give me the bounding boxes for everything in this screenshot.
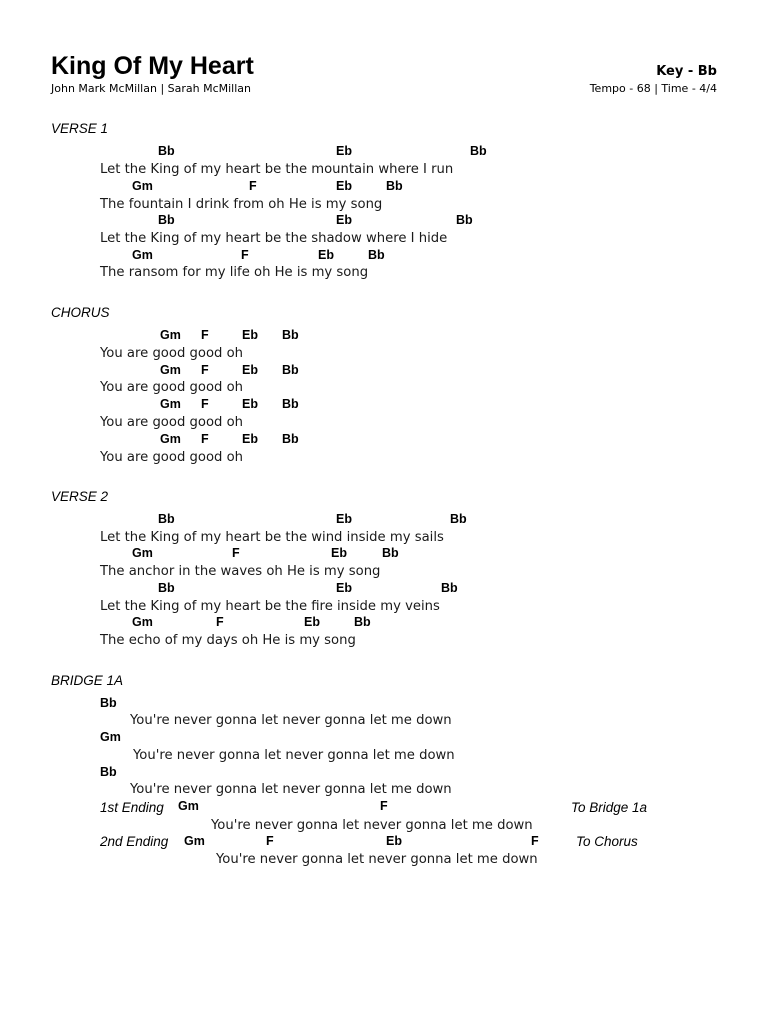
chord: Bb [368, 248, 385, 262]
repeat-direction: To Bridge 1a [571, 800, 648, 815]
chord: Bb [282, 328, 299, 342]
song-authors: John Mark McMillan | Sarah McMillan [51, 82, 252, 95]
chord: F [249, 179, 257, 193]
chord: Gm [132, 546, 153, 560]
chord: Eb [336, 581, 352, 595]
chord: Eb [242, 363, 258, 377]
lyric-line: You are good good oh [100, 450, 244, 465]
chord: Bb [386, 179, 403, 193]
chord: Eb [336, 179, 352, 193]
chord: Eb [318, 248, 334, 262]
chord: Bb [282, 397, 299, 411]
chord: Eb [336, 144, 352, 158]
chord: Gm [178, 799, 199, 813]
chord: Eb [336, 213, 352, 227]
lyric-line: The fountain I drink from oh He is my song [100, 197, 383, 212]
chord: Bb [158, 213, 175, 227]
chord: Bb [158, 512, 175, 526]
song-key: Key - Bb [656, 64, 717, 79]
chord: Bb [382, 546, 399, 560]
lyric-line: Let the King of my heart be the fire inside my veins [100, 599, 440, 614]
chord: Gm [132, 615, 153, 629]
chord: Bb [282, 363, 299, 377]
lyric-line: You're never gonna let never gonna let me down [216, 852, 538, 867]
song-tempo: Tempo - 68 | Time - 4/4 [589, 82, 717, 95]
chord: Gm [160, 363, 181, 377]
song-title: King Of My Heart [51, 52, 254, 80]
lyric-line: You are good good oh [100, 380, 244, 395]
lyric-line: Let the King of my heart be the mountain where I run [100, 162, 454, 177]
chord: Eb [242, 432, 258, 446]
chord: Bb [100, 696, 117, 710]
chord: Eb [242, 328, 258, 342]
lyric-line: You are good good oh [100, 415, 244, 430]
chord: F [266, 834, 274, 848]
lyric-line: The anchor in the waves oh He is my song [100, 564, 381, 579]
chord: Eb [304, 615, 320, 629]
chord: Gm [184, 834, 205, 848]
chord: Gm [132, 248, 153, 262]
lyric-line: The ransom for my life oh He is my song [100, 265, 369, 280]
chord: F [531, 834, 539, 848]
chord: F [241, 248, 249, 262]
lyric-line: You're never gonna let never gonna let me down [211, 818, 533, 833]
chord: Bb [158, 144, 175, 158]
chord: F [201, 397, 209, 411]
chord: Bb [470, 144, 487, 158]
chord: Bb [282, 432, 299, 446]
lyric-line: You're never gonna let never gonna let me down [130, 713, 452, 728]
chord: Eb [242, 397, 258, 411]
chord: F [380, 799, 388, 813]
chord: Bb [158, 581, 175, 595]
lyric-line: The echo of my days oh He is my song [100, 633, 356, 648]
section-label-chorus: CHORUS [51, 305, 110, 320]
section-label-verse-1: VERSE 1 [51, 121, 109, 136]
section-label-bridge-1a: BRIDGE 1A [51, 673, 124, 688]
section-label-verse-2: VERSE 2 [51, 489, 109, 504]
chord: Bb [100, 765, 117, 779]
lyric-line: You are good good oh [100, 346, 244, 361]
chord: Eb [336, 512, 352, 526]
chord: F [201, 432, 209, 446]
repeat-direction: To Chorus [576, 834, 638, 849]
ending-label: 2nd Ending [100, 834, 169, 849]
chord: Gm [160, 328, 181, 342]
lyric-line: Let the King of my heart be the shadow where I hide [100, 231, 448, 246]
chord: Bb [441, 581, 458, 595]
chord: Gm [160, 397, 181, 411]
chord: F [216, 615, 224, 629]
chord: F [201, 328, 209, 342]
lyric-line: Let the King of my heart be the wind inside my sails [100, 530, 444, 545]
chord: Eb [386, 834, 402, 848]
lyric-line: You're never gonna let never gonna let me down [130, 782, 452, 797]
chord: Gm [100, 730, 121, 744]
chord: F [232, 546, 240, 560]
chord: Bb [456, 213, 473, 227]
ending-label: 1st Ending [100, 800, 164, 815]
chord: Gm [132, 179, 153, 193]
chord: Gm [160, 432, 181, 446]
chord: Bb [354, 615, 371, 629]
chord: Eb [331, 546, 347, 560]
lyric-line: You're never gonna let never gonna let me down [133, 748, 455, 763]
chord: F [201, 363, 209, 377]
chord: Bb [450, 512, 467, 526]
